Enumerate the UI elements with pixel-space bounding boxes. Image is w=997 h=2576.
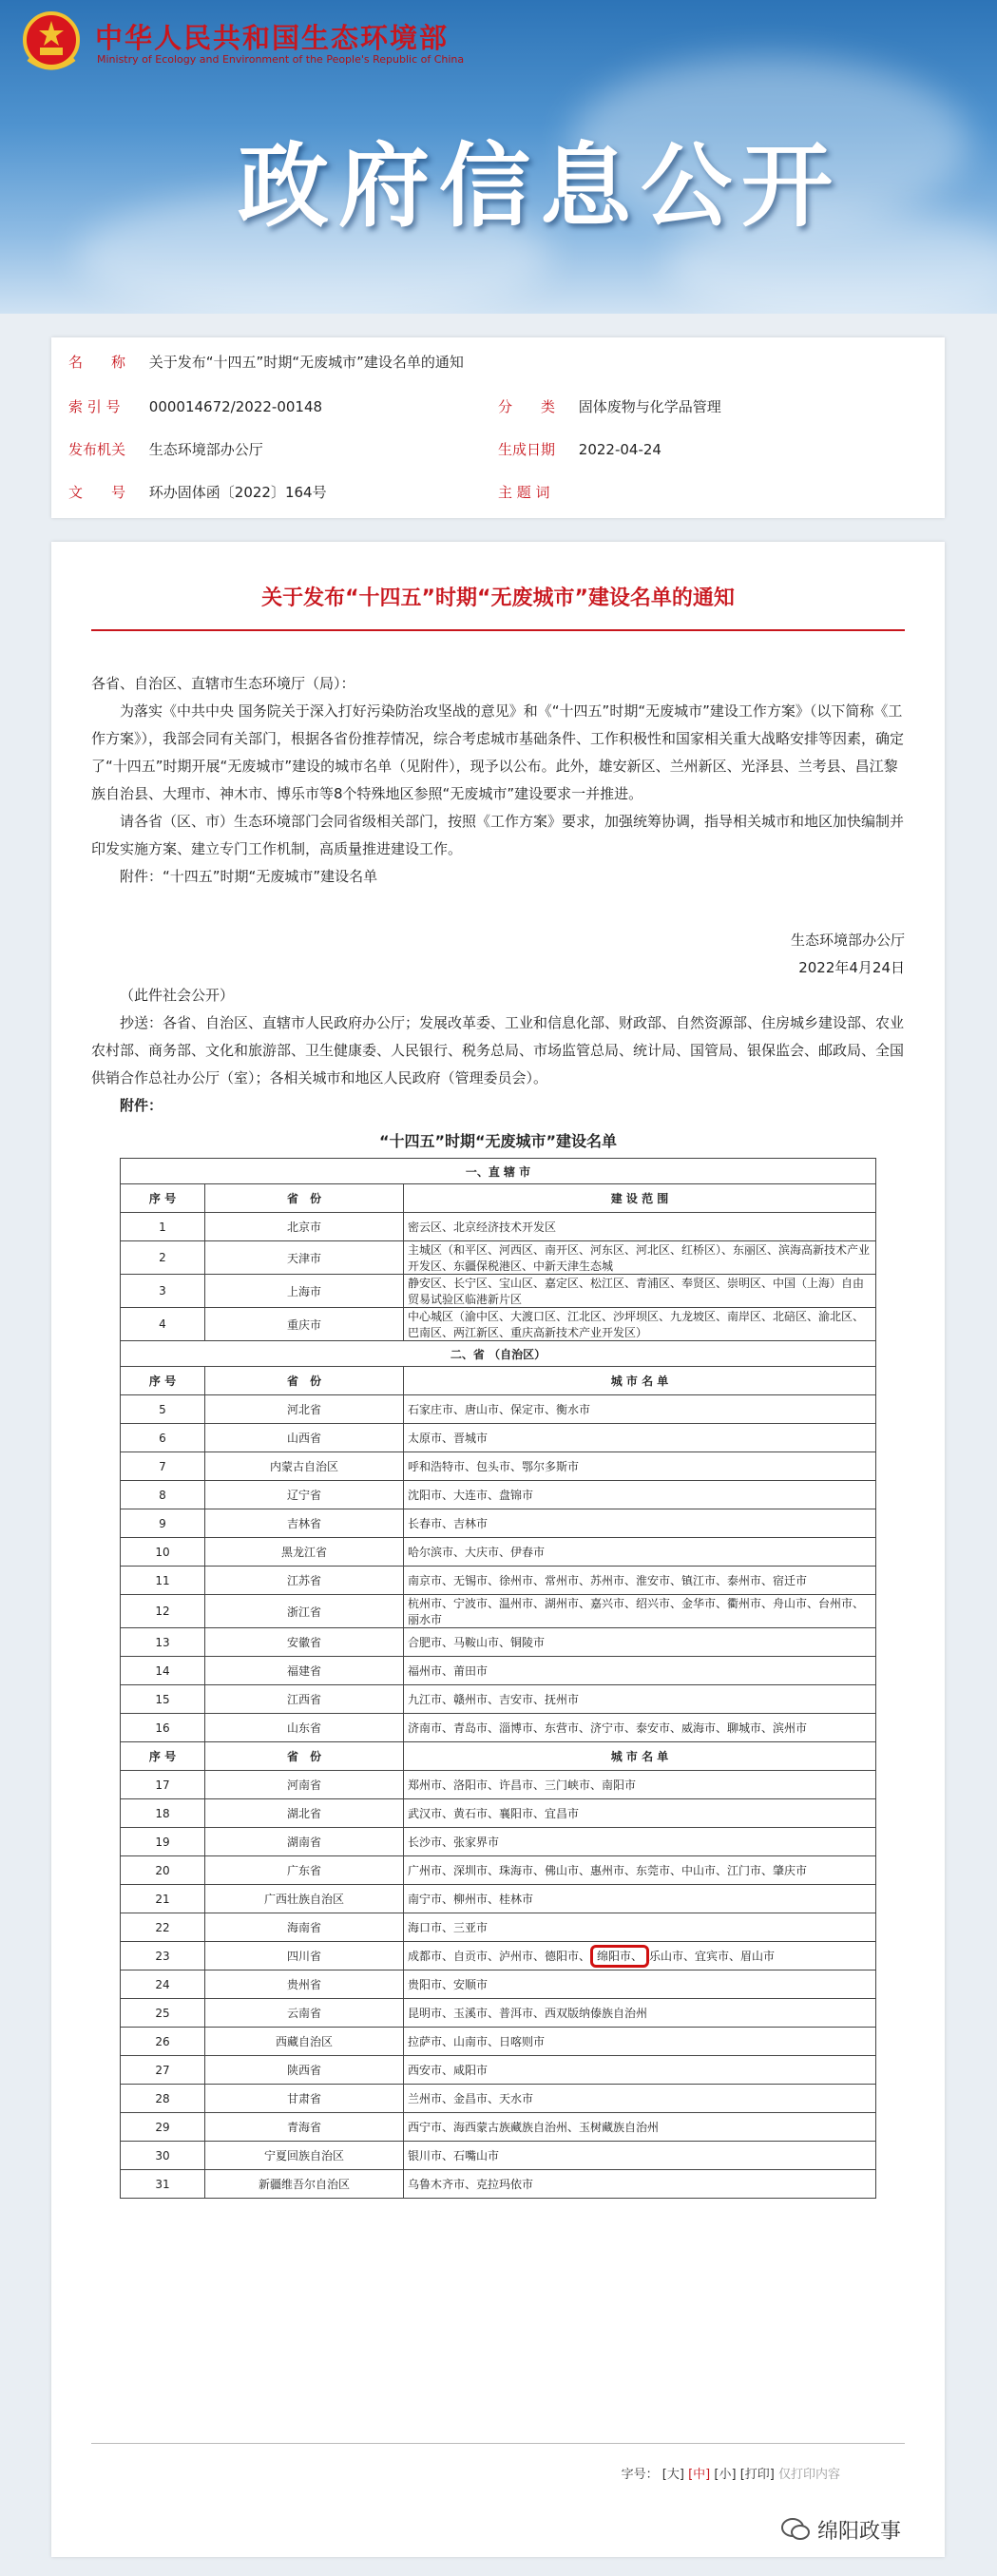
column-header: 省 份	[205, 1184, 404, 1213]
meta-name-value: 关于发布“十四五”时期“无废城市”建设名单的通知	[148, 354, 464, 371]
table-row	[121, 2113, 876, 2142]
table-row	[121, 1452, 876, 1481]
table-row	[121, 1213, 876, 1241]
meta-index-value: 000014672/2022-00148	[148, 398, 323, 415]
row-number: 13	[121, 1628, 205, 1657]
row-number: 11	[121, 1567, 205, 1595]
paragraph-1: 为落实《中共中央 国务院关于深入打好污染防治攻坚战的意见》和《“十四五”时期“无废城市”建设工作方案》（以下简称《工作方案》），我部会同有关部门，根据各省份推荐情况，综合考虑城市基础条件、工作积极性和国家相关重大战略安排等因素，确定了“十四五”时期开展“无废城市”建设的城市名单（见附件），现予以公布。此外，雄安新区、兰州新区、光泽县、兰考县、昌江黎族自治县、大理市、神木市、博乐市等8个特殊地区参照“无废城市”建设要求一并推进。	[91, 702, 905, 802]
table-row	[121, 1538, 876, 1567]
font-large-link[interactable]: [大]	[661, 2468, 684, 2482]
province-name: 海南省	[205, 1913, 404, 1942]
table-row	[121, 1481, 876, 1509]
province-name: 内蒙古自治区	[205, 1452, 404, 1481]
table-row	[121, 1771, 876, 1799]
city-list: 静安区、长宁区、宝山区、嘉定区、松江区、青浦区、奉贤区、崇明区、中国（上海）自由贸易试验区临港新片区	[404, 1275, 876, 1308]
table-row	[121, 1509, 876, 1538]
font-medium-link[interactable]: [中]	[688, 2468, 711, 2482]
column-header: 序 号	[121, 1184, 205, 1213]
province-name: 河南省	[205, 1771, 404, 1799]
table-row	[121, 1856, 876, 1885]
font-size-bar	[622, 2464, 840, 2482]
header-row	[121, 1184, 876, 1213]
paragraph-2: 请各省（区、市）生态环境部门会同省级相关部门，按照《工作方案》要求，加强统筹协调，指导相关城市和地区加快编制并印发实施方案、建立专门工作机制，高质量推进建设工作。	[91, 813, 905, 857]
row-number: 2	[121, 1241, 205, 1275]
province-name: 北京市	[205, 1213, 404, 1241]
meta-date-value: 2022-04-24	[578, 441, 661, 458]
province-name: 辽宁省	[205, 1481, 404, 1509]
city-list: 呼和浩特市、包头市、鄂尔多斯市	[404, 1452, 876, 1481]
table-row	[121, 1657, 876, 1685]
city-list: 南宁市、柳州市、桂林市	[404, 1885, 876, 1913]
row-number: 10	[121, 1538, 205, 1567]
row-number: 12	[121, 1595, 205, 1628]
city-list: 济南市、青岛市、淄博市、东营市、济宁市、泰安市、威海市、聊城市、滨州市	[404, 1714, 876, 1742]
row-number: 20	[121, 1856, 205, 1885]
province-name: 山东省	[205, 1714, 404, 1742]
footer-divider	[91, 2443, 905, 2444]
ministry-name-en: Ministry of Ecology and Environment of the People's Republic of China	[97, 53, 465, 66]
attachment-line: 附件：“十四五”时期“无废城市”建设名单	[120, 868, 378, 885]
city-list: 中心城区（渝中区、大渡口区、江北区、沙坪坝区、九龙坡区、南岸区、北碚区、渝北区、巴南区、两江新区、重庆高新技术产业开发区）	[404, 1308, 876, 1341]
city-list: 福州市、莆田市	[404, 1657, 876, 1685]
city-list	[404, 1942, 876, 1970]
province-name: 江苏省	[205, 1567, 404, 1595]
highlighted-city: 绵阳市、	[590, 1945, 649, 1968]
national-emblem-icon	[21, 10, 82, 78]
province-name: 湖南省	[205, 1828, 404, 1856]
table-row	[121, 1828, 876, 1856]
city-list: 西安市、咸阳市	[404, 2056, 876, 2085]
province-name: 安徽省	[205, 1628, 404, 1657]
document-meta-box	[51, 337, 945, 518]
city-list: 石家庄市、唐山市、保定市、衡水市	[404, 1395, 876, 1424]
row-number: 16	[121, 1714, 205, 1742]
city-list: 武汉市、黄石市、襄阳市、宜昌市	[404, 1799, 876, 1828]
province-name: 浙江省	[205, 1595, 404, 1628]
province-name: 天津市	[205, 1241, 404, 1275]
province-name: 宁夏回族自治区	[205, 2142, 404, 2170]
province-name: 吉林省	[205, 1509, 404, 1538]
table-row	[121, 1913, 876, 1942]
table-row	[121, 1942, 876, 1970]
province-name: 河北省	[205, 1395, 404, 1424]
public-note: （此件社会公开）	[120, 987, 235, 1004]
section-row	[121, 1341, 876, 1367]
city-list: 海口市、三亚市	[404, 1913, 876, 1942]
row-number: 9	[121, 1509, 205, 1538]
table-row	[121, 1308, 876, 1341]
cc-block	[91, 982, 905, 1120]
table-row	[121, 1424, 876, 1452]
city-list: 兰州市、金昌市、天水市	[404, 2085, 876, 2113]
table-row	[121, 1628, 876, 1657]
row-number: 17	[121, 1771, 205, 1799]
column-header: 序 号	[121, 1367, 205, 1395]
meta-index-row	[68, 395, 322, 418]
province-name: 四川省	[205, 1942, 404, 1970]
table-row	[121, 1685, 876, 1714]
meta-docno-row	[68, 481, 327, 504]
city-list: 九江市、赣州市、吉安市、抚州市	[404, 1685, 876, 1714]
city-list: 银川市、石嘴山市	[404, 2142, 876, 2170]
print-body-link[interactable]: 仅打印内容	[777, 2468, 840, 2482]
table-row	[121, 1714, 876, 1742]
section-heading: 一、直 辖 市	[121, 1159, 876, 1184]
city-list: 贵阳市、安顺市	[404, 1970, 876, 1999]
print-link[interactable]: [打印]	[739, 2468, 775, 2482]
row-number: 8	[121, 1481, 205, 1509]
meta-name-row	[68, 351, 464, 374]
province-name: 福建省	[205, 1657, 404, 1685]
row-number: 23	[121, 1942, 205, 1970]
city-list: 哈尔滨市、大庆市、伊春市	[404, 1538, 876, 1567]
meta-docno-value: 环办固体函〔2022〕164号	[148, 484, 327, 501]
table-row	[121, 1595, 876, 1628]
city-list: 拉萨市、山南市、日喀则市	[404, 2028, 876, 2056]
city-list: 主城区（和平区、河西区、南开区、河东区、河北区、红桥区）、东丽区、滨海高新技术产业开发区、东疆保税港区、中新天津生态城	[404, 1241, 876, 1275]
watermark: 绵阳政事	[817, 2520, 902, 2544]
signature-block	[91, 927, 905, 982]
title-divider	[91, 629, 905, 631]
attachment-title: “十四五”时期“无废城市”建设名单	[378, 1132, 618, 1150]
province-name: 云南省	[205, 1999, 404, 2028]
city-list: 长春市、吉林市	[404, 1509, 876, 1538]
header-row	[121, 1742, 876, 1771]
row-number: 19	[121, 1828, 205, 1856]
table-row	[121, 1241, 876, 1275]
city-list: 昆明市、玉溪市、普洱市、西双版纳傣族自治州	[404, 1999, 876, 2028]
signer: 生态环境部办公厅	[790, 932, 905, 949]
row-number: 1	[121, 1213, 205, 1241]
province-name: 西藏自治区	[205, 2028, 404, 2056]
row-number: 22	[121, 1913, 205, 1942]
meta-index-label: 索 引 号	[68, 398, 121, 415]
table-row	[121, 2170, 876, 2199]
province-name: 山西省	[205, 1424, 404, 1452]
city-list: 乌鲁木齐市、克拉玛依市	[404, 2170, 876, 2199]
province-name: 广东省	[205, 1856, 404, 1885]
column-header: 序 号	[121, 1742, 205, 1771]
column-header: 城 市 名 单	[404, 1742, 876, 1771]
table-row	[121, 1885, 876, 1913]
document-body	[51, 542, 945, 2557]
header-banner	[0, 0, 997, 314]
table-row	[121, 2085, 876, 2113]
section-row	[121, 1159, 876, 1184]
row-number: 7	[121, 1452, 205, 1481]
row-number: 25	[121, 1999, 205, 2028]
meta-issuer-row	[68, 438, 263, 461]
row-number: 27	[121, 2056, 205, 2085]
city-list: 杭州市、宁波市、温州市、湖州市、嘉兴市、绍兴市、金华市、衢州市、舟山市、台州市、丽水市	[404, 1595, 876, 1628]
table-row	[121, 1999, 876, 2028]
table-row	[121, 2028, 876, 2056]
meta-category-label: 分 类	[498, 398, 556, 415]
row-number: 6	[121, 1424, 205, 1452]
city-list: 西宁市、海西蒙古族藏族自治州、玉树藏族自治州	[404, 2113, 876, 2142]
column-header: 省 份	[205, 1742, 404, 1771]
row-number: 26	[121, 2028, 205, 2056]
column-header: 建 设 范 围	[404, 1184, 876, 1213]
column-header: 省 份	[205, 1367, 404, 1395]
row-number: 30	[121, 2142, 205, 2170]
meta-date-label: 生成日期	[498, 441, 556, 458]
city-list: 太原市、晋城市	[404, 1424, 876, 1452]
row-number: 31	[121, 2170, 205, 2199]
row-number: 28	[121, 2085, 205, 2113]
province-name: 陕西省	[205, 2056, 404, 2085]
province-name: 新疆维吾尔自治区	[205, 2170, 404, 2199]
meta-date-row	[498, 438, 661, 461]
row-number: 15	[121, 1685, 205, 1714]
province-name: 黑龙江省	[205, 1538, 404, 1567]
cc-text: 抄送：各省、自治区、直辖市人民政府办公厅；发展改革委、工业和信息化部、财政部、自然资源部、住房城乡建设部、农业农村部、商务部、文化和旅游部、卫生健康委、人民银行、税务总局、市场监管总局、统计局、国管局、银保监会、邮政局、全国供销合作总社办公厅（室）；各相关城市和地区人民政府（管理委员会）。	[91, 1014, 905, 1086]
province-name: 江西省	[205, 1685, 404, 1714]
city-list: 合肥市、马鞍山市、铜陵市	[404, 1628, 876, 1657]
province-name: 甘肃省	[205, 2085, 404, 2113]
city-list-part: 成都市、自贡市、泸州市、德阳市、	[408, 1950, 591, 1963]
ministry-name-cn: 中华人民共和国生态环境部	[95, 22, 450, 54]
meta-issuer-label: 发布机关	[68, 441, 126, 458]
column-header: 城 市 名 单	[404, 1367, 876, 1395]
attachment-label: 附件：	[120, 1097, 163, 1114]
row-number: 4	[121, 1308, 205, 1341]
city-list: 郑州市、洛阳市、许昌市、三门峡市、南阳市	[404, 1771, 876, 1799]
province-name: 青海省	[205, 2113, 404, 2142]
city-list: 南京市、无锡市、徐州市、常州市、苏州市、淮安市、镇江市、泰州市、宿迁市	[404, 1567, 876, 1595]
city-list: 密云区、北京经济技术开发区	[404, 1213, 876, 1241]
table-row	[121, 1567, 876, 1595]
province-name: 湖北省	[205, 1799, 404, 1828]
document-text	[91, 670, 905, 891]
wechat-icon	[781, 2517, 810, 2542]
font-small-link[interactable]: [小]	[714, 2468, 737, 2482]
section-heading: 二、省 （自治区）	[121, 1341, 876, 1367]
table-row	[121, 2142, 876, 2170]
banner-title: 政府信息公开	[238, 133, 842, 240]
table-row	[121, 1799, 876, 1828]
city-list: 沈阳市、大连市、盘锦市	[404, 1481, 876, 1509]
row-number: 3	[121, 1275, 205, 1308]
row-number: 18	[121, 1799, 205, 1828]
meta-name-label: 名 称	[68, 354, 126, 371]
province-name: 贵州省	[205, 1970, 404, 1999]
meta-docno-label: 文 号	[68, 484, 126, 501]
province-name: 广西壮族自治区	[205, 1885, 404, 1913]
table-row	[121, 1275, 876, 1308]
document-title: 关于发布“十四五”时期“无废城市”建设名单的通知	[261, 586, 735, 610]
city-list: 广州市、深圳市、珠海市、佛山市、惠州市、东莞市、中山市、江门市、肇庆市	[404, 1856, 876, 1885]
meta-category-value: 固体废物与化学品管理	[578, 398, 721, 415]
meta-subject-row	[498, 481, 574, 504]
province-name: 上海市	[205, 1275, 404, 1308]
header-row	[121, 1367, 876, 1395]
table-row	[121, 1395, 876, 1424]
row-number: 5	[121, 1395, 205, 1424]
row-number: 21	[121, 1885, 205, 1913]
row-number: 14	[121, 1657, 205, 1685]
city-list-table	[120, 1158, 876, 2199]
city-list: 长沙市、张家界市	[404, 1828, 876, 1856]
table-row	[121, 2056, 876, 2085]
meta-category-row	[498, 395, 721, 418]
meta-subject-label: 主 题 词	[498, 484, 550, 501]
city-list-part: 乐山市、宜宾市、眉山市	[649, 1950, 776, 1963]
row-number: 29	[121, 2113, 205, 2142]
province-name: 重庆市	[205, 1308, 404, 1341]
meta-issuer-value: 生态环境部办公厅	[148, 441, 263, 458]
salutation: 各省、自治区、直辖市生态环境厅（局）：	[91, 675, 355, 692]
sign-date: 2022年4月24日	[798, 959, 905, 976]
row-number: 24	[121, 1970, 205, 1999]
table-row	[121, 1970, 876, 1999]
font-size-label: 字号：	[621, 2468, 659, 2482]
